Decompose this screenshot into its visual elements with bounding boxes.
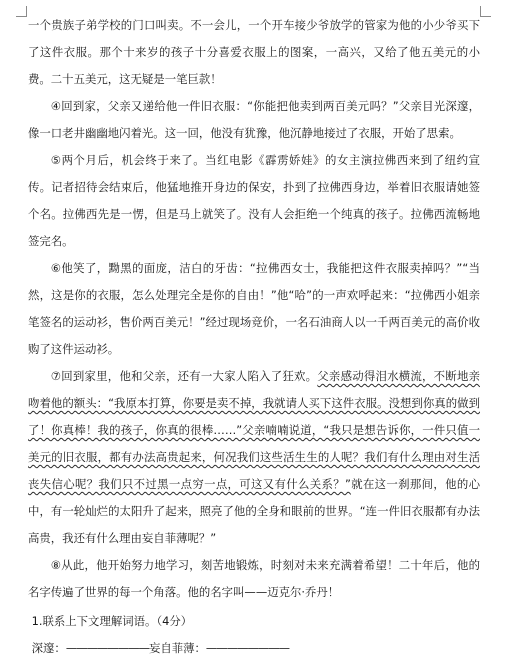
document-body	[28, 12, 480, 662]
paragraph-7	[28, 363, 480, 552]
page-corner-mark-right	[480, 6, 491, 17]
paragraph-7-intro: ⑦回到家里，他和父亲，还有一大家人陷入了狂欢。	[50, 369, 318, 383]
paragraph-5: ⑤两个月后，机会终于来了。当红电影《霹雳娇娃》的女主演拉佛西来到了纽约宣传。记者招待会结束后，他猛地推开身边的保安，扑到了拉佛西身边，举着旧衣服请她签个名。拉佛西先是一愣，但是马上就笑了。没有人会拒绝一个纯真的孩子。拉佛西流畅地签完名。	[28, 153, 480, 248]
wavy-underlined-passage: 父亲感动得泪水横流，不断地亲吻着他的额头：“我原本打算，你要是卖不掉，我就请人买下这件衣服。没想到你真的做到了！你真棒！我的孩子，你真的很棒……”父亲喃喃说道，“我只是想告诉你，一件只值一美元的旧衣服，都有办法高贵起来，何况我们这些活生生的人呢？我们有什么理由对生活丧失信心呢？我们只不过黑一点穷一点，可这又有什么关系？”	[28, 369, 480, 491]
word-2-label: 妄自菲薄：	[148, 641, 206, 655]
paragraph-3-continuation: 一个贵族子弟学校的门口叫卖。不一会儿，一个开车接少爷放学的管家为他的小少爷买下了这件衣服。那个十来岁的孩子十分喜爱衣服上的图案，一高兴，又给了他五美元的小费。二十五美元，这无疑是一笔巨款！	[28, 18, 480, 86]
page-corner-mark-left	[16, 6, 27, 17]
paragraph-7-ending: 就在这一刹那间，他的心中，有一轮灿烂的太阳升了起来，照亮了他的全身和眼前的世界。“连一件旧衣服都有办法高贵，我还有什么理由妄自菲薄呢？”	[28, 477, 480, 545]
word-1-answer-blank[interactable]: ————————	[65, 641, 149, 655]
paragraph-6: ⑥他笑了，黝黑的面庞，洁白的牙齿：“拉佛西女士，我能把这件衣服卖掉吗？”“当然，这是你的衣服，怎么处理完全是你的自由！”他“哈”的一声欢呼起来：“拉佛西小姐亲笔签名的运动衫，售价两百美元！”经过现场竞价，一名石油商人以一千两百美元的高价收购了这件运动衫。	[28, 261, 480, 356]
answer-line	[28, 635, 480, 662]
question-1-text: 1.联系上下文理解词语。（4分）	[31, 614, 193, 628]
paragraph-8: ⑧从此，他开始努力地学习，刻苦地锻炼，时刻对未来充满着希望！二十年后，他的名字传遍了世界的每一个角落。他的名字叫——迈克尔·乔丹！	[28, 558, 480, 599]
word-1-label: 深邃：	[31, 641, 66, 655]
question-1	[28, 608, 480, 635]
paragraph-4: ④回到家，父亲又递给他一件旧衣服：“你能把他卖到两百美元吗？”父亲目光深邃，像一口老井幽幽地闪着光。这一回，他没有犹豫，他沉静地接过了衣服，开始了思索。	[28, 99, 480, 140]
word-2-answer-blank[interactable]: ————————	[205, 641, 290, 655]
